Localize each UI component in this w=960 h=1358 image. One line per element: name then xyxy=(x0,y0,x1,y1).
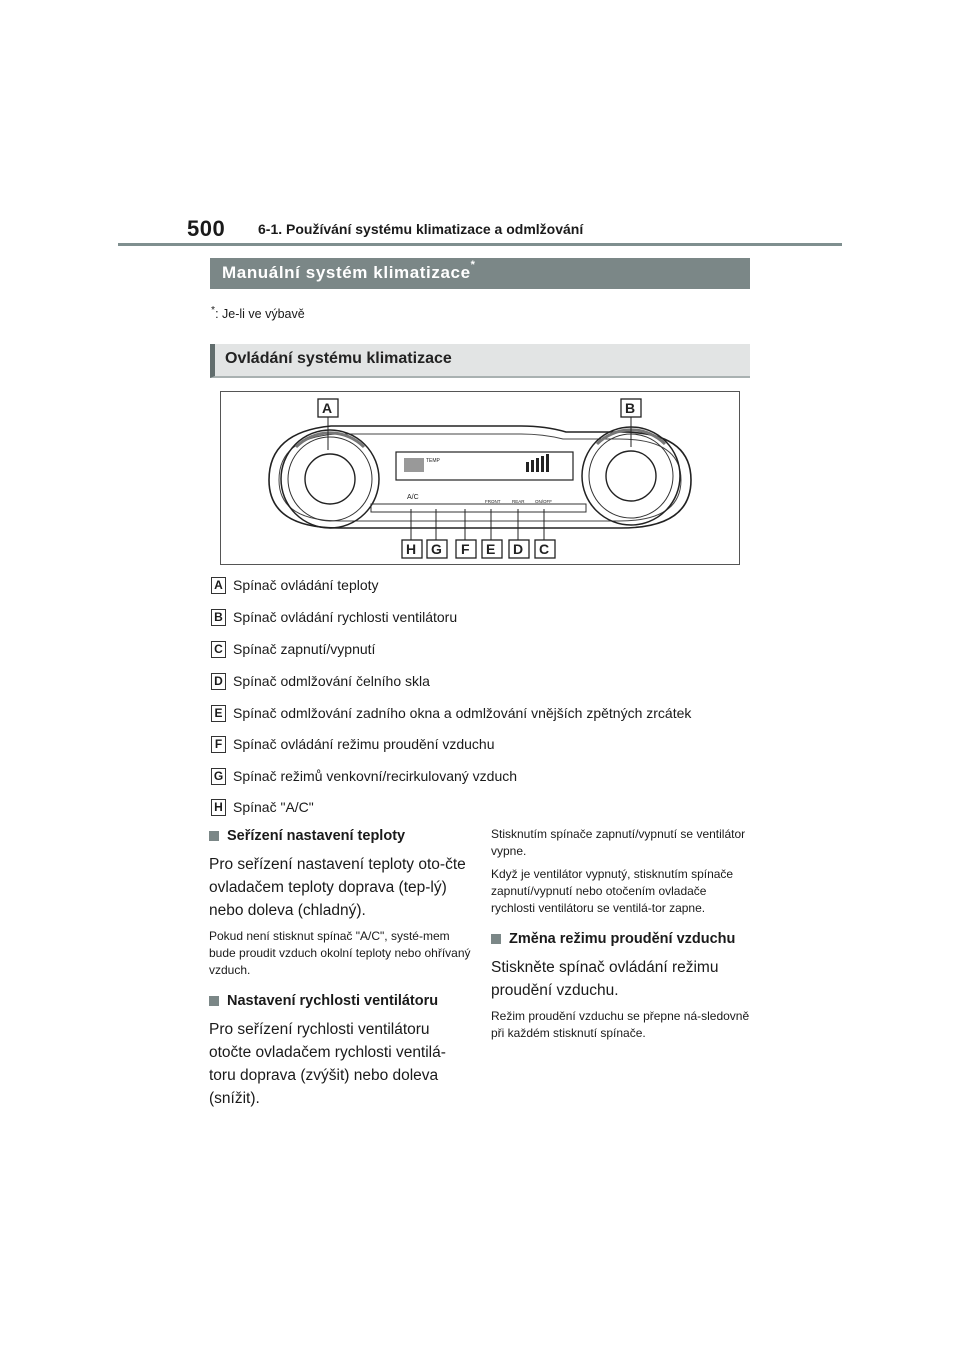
temp-heading xyxy=(209,826,471,847)
section-title-mark: * xyxy=(470,259,476,271)
legend-text: Spínač odmlžování zadního okna a odmlžování vnějších zpětných zrcátek xyxy=(233,705,692,721)
header-rule xyxy=(118,243,842,246)
square-bullet-icon xyxy=(491,934,501,944)
legend-letter: B xyxy=(211,609,226,626)
display-temp-label: TEMP xyxy=(426,458,440,464)
climate-panel-figure xyxy=(220,391,740,565)
section-title: Manuální systém klimatizace xyxy=(222,263,471,282)
mode-body: Stiskněte spínač ovládání režimu proudění vzduchu. xyxy=(491,959,719,999)
callout-d: D xyxy=(513,541,524,557)
climate-panel-illustration xyxy=(221,392,739,564)
front-label: FRONT xyxy=(485,499,501,504)
callout-a: A xyxy=(322,400,333,416)
callout-b: B xyxy=(625,400,636,416)
onoff-label: ON/OFF xyxy=(535,499,552,504)
legend-letter: F xyxy=(211,736,226,753)
legend-text: Spínač ovládání režimu proudění vzduchu xyxy=(233,736,495,752)
fan-on-note: Když je ventilátor vypnutý, stisknutím spínače zapnutí/vypnutí nebo otočením ovladače rychlosti ventilátoru se ventilá-tor zapne. xyxy=(491,867,734,915)
legend-letter: H xyxy=(211,799,226,816)
legend-item xyxy=(211,797,314,817)
temp-bar-graph xyxy=(404,458,424,472)
footnote-mark: * xyxy=(211,305,216,316)
square-bullet-icon xyxy=(209,831,219,841)
mode-heading xyxy=(491,929,753,950)
legend-item xyxy=(211,734,495,754)
legend-item xyxy=(211,671,430,691)
temp-note: Pokud není stisknut spínač "A/C", systé-mem bude proudit vzduch okolní teploty nebo ohřívaný vzduch. xyxy=(209,929,471,977)
legend-letter: D xyxy=(211,673,226,690)
legend-text: Spínač ovládání teploty xyxy=(233,577,379,593)
temp-body: Pro seřízení nastavení teploty oto-čte ovladačem teploty doprava (tep-lý) nebo doleva (chladný). xyxy=(209,856,466,919)
callout-g: G xyxy=(431,541,442,557)
left-column xyxy=(209,826,471,1110)
legend-letter: A xyxy=(211,577,226,594)
footnote xyxy=(211,305,305,321)
chapter-title: 6-1. Používání systému klimatizace a odmlžování xyxy=(258,221,584,237)
fan-body: Pro seřízení rychlosti ventilátoru otočte ovladačem rychlosti ventilá-toru doprava (zvýšit) nebo doleva (snížit). xyxy=(209,1021,446,1107)
legend-letter: C xyxy=(211,641,226,658)
legend-letter: E xyxy=(211,705,226,722)
legend-item xyxy=(211,639,375,659)
callout-e: E xyxy=(486,541,496,557)
fan-heading xyxy=(209,991,471,1012)
legend-text: Spínač zapnutí/vypnutí xyxy=(233,641,376,657)
footnote-text: : Je-li ve výbavě xyxy=(215,307,305,322)
fan-heading-text: Nastavení rychlosti ventilátoru xyxy=(227,993,439,1009)
mode-heading-text: Změna režimu proudění vzduchu xyxy=(509,931,736,947)
callout-f: F xyxy=(461,541,470,557)
legend-text: Spínač ovládání rychlosti ventilátoru xyxy=(233,609,458,625)
subsection-title: Ovládání systému klimatizace xyxy=(210,344,750,378)
legend-item xyxy=(211,575,379,595)
mode-note: Režim proudění vzduchu se přepne ná-sledovně při každém stisknutí spínače. xyxy=(491,1009,750,1040)
rear-label: REAR xyxy=(512,499,525,504)
ac-label: A/C xyxy=(407,494,419,501)
onoff-note: Stisknutím spínače zapnutí/vypnutí se ventilátor vypne. xyxy=(491,827,746,858)
legend-item xyxy=(211,766,517,786)
square-bullet-icon xyxy=(209,996,219,1006)
legend-text: Spínač režimů venkovní/recirkulovaný vzduch xyxy=(233,768,518,784)
callout-c: C xyxy=(539,541,550,557)
temperature-knob-icon xyxy=(281,430,379,528)
temp-heading-text: Seřízení nastavení teploty xyxy=(227,828,406,844)
legend-item xyxy=(211,607,457,627)
bottom-callouts xyxy=(402,509,555,558)
right-column xyxy=(491,826,753,1042)
legend-text: Spínač odmlžování čelního skla xyxy=(233,673,430,689)
legend-letter: G xyxy=(211,768,226,785)
section-title-bar xyxy=(210,258,750,289)
callout-h: H xyxy=(406,541,417,557)
legend-text: Spínač "A/C" xyxy=(233,799,314,815)
legend-item xyxy=(211,703,691,723)
page-number: 500 xyxy=(187,216,226,241)
